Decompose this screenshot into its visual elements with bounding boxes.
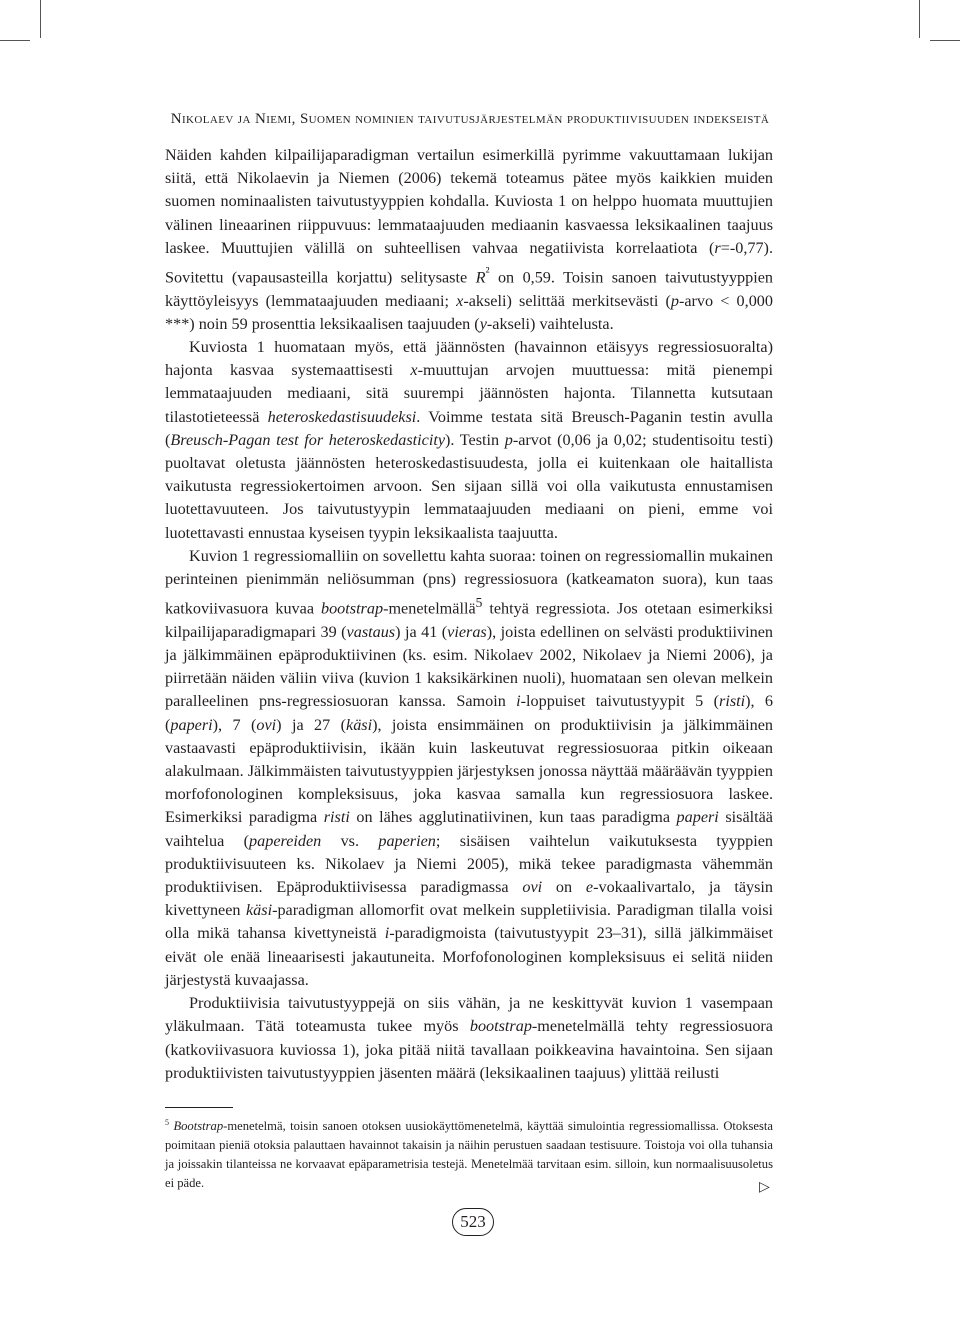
text-run: -paradigman allomorfit ovat melkein suppletiivisia. Paradigman tilalla voisi olla mikä tahansa kivettyneistä xyxy=(165,901,774,943)
text-run: ), 7 ( xyxy=(212,715,257,734)
paragraph xyxy=(165,545,773,992)
italic-text: bootstrap xyxy=(469,1017,532,1036)
italic-text: i xyxy=(384,924,390,943)
italic-text: e xyxy=(585,878,594,897)
text-run: ) ja 41 ( xyxy=(395,622,448,641)
triangle-right-icon: ▷ xyxy=(759,1180,770,1195)
text-run: ). Testin xyxy=(445,430,505,449)
text-run: ; sisäisen vaihtelun vaikutuksesta tyyppien produktiivisuuteen ks. Nikolaev ja Niemi 2005), mikä tekee paradigmasta vähemmän produktiivisen. Epäproduktiivisessa paradigmassa xyxy=(165,831,773,897)
italic-text: bootstrap xyxy=(320,599,384,618)
italic-text: p xyxy=(504,430,513,449)
text-run: Kuviosta 1 huomataan myös, että jäännösten (havainnon etäisyys regressiosuoralta) hajonta kasvaa systemaattisesti xyxy=(165,338,773,380)
italic-text: ovi xyxy=(522,878,543,897)
text-run: on lähes agglutinatiivinen, kun taas paradigma xyxy=(349,808,677,827)
crop-mark xyxy=(930,40,960,41)
text-run: ), joista edellinen on selvästi produktiivinen ja jälkimmäinen epäproduktiivinen (ks. esim. Nikolaev 2002, Nikolaev ja Niemi 2006), ja piirretään näiden väliin viiva (kuvion 1 kaksikärkinen nuoli), huomataan sen olevan melkein paralleelinen pns-regressiosuoran kanssa. Samoin xyxy=(165,622,773,711)
text-run: -muuttujan arvojen muuttuessa: mitä pienempi lemmataajuuden mediaani, sitä suurempi jäännösten hajonta. Tilannetta kutsutaan tilastotieteessä xyxy=(165,361,773,426)
text-run: ) ja 27 ( xyxy=(276,715,347,734)
crop-mark xyxy=(40,0,41,38)
text-run: -akseli) vaihtelusta. xyxy=(486,314,614,333)
crop-mark xyxy=(0,40,30,41)
text-run: ), 6 ( xyxy=(165,692,773,734)
text-run: tehtyä regressiota. Jos otetaan esimerkiksi kilpailijaparadigmapari 39 ( xyxy=(165,599,774,641)
text-run: -paradigmoista (taivutustyypit 23–31), sillä jälkimmäiset eivät ole enää lineaarisesti jakautuneita. Morfofonologinen kompleksisuus ei selitä niiden järjestystä kuvaajassa. xyxy=(165,924,773,989)
italic-text: r xyxy=(714,238,721,257)
footnote-rule xyxy=(165,1107,233,1108)
italic-text: risti xyxy=(719,692,746,711)
text-run: Produktiivisia taivutustyyppejä on siis vähän, ja ne keskittyvät kuvion 1 vasempaan yläkulmaan. Tätä toteamusta tukee myös xyxy=(165,994,773,1036)
crop-mark xyxy=(919,0,920,38)
text-run: ), joista ensimmäinen on produktiivisin ja jälkimmäinen vastaavasti epäproduktiivisin, ikään kuin laskeutuvat regressiosuoraa pitkin oikeaan alakulmaan. Jälkimmäisten taivutustyyppien järjestyksen jonossa näyttää määräävän tyyppien morfofonologinen kompleksisuus, joka kasvaa samalla kun regressiosuora laskee. Esimerkiksi paradigma xyxy=(165,715,774,827)
italic-text: paperi xyxy=(676,808,719,827)
italic-text: käsi xyxy=(246,901,273,920)
italic-text: x xyxy=(456,291,464,310)
page-number-badge xyxy=(452,1208,494,1236)
italic-text: paperi xyxy=(170,715,213,734)
paragraph xyxy=(165,336,773,545)
italic-text: Bootstrap xyxy=(173,1119,224,1134)
italic-text: Breusch-Pagan test for heteroskedasticity xyxy=(170,430,446,449)
italic-text: papereiden xyxy=(249,831,322,850)
page-number: 523 xyxy=(460,1212,486,1231)
italic-text: y xyxy=(479,314,487,333)
text-run: on 0,59. Toisin sanoen taivutustyyppien käyttöyleisyys (lemmataajuuden mediaani; xyxy=(165,268,773,310)
running-head: Nikolaev ja Niemi, Suomen nominien taivutusjärjestelmän produktiivisuuden indekseistä xyxy=(170,111,770,127)
text-run: -akseli) selittää merkitsevästi ( xyxy=(463,291,671,310)
paragraph xyxy=(165,144,773,336)
italic-text: risti xyxy=(323,808,350,827)
footnote xyxy=(165,1113,773,1193)
text-run: . Voimme testata sitä Breusch-Paganin testin avulla ( xyxy=(165,407,773,449)
text-run: -arvo < 0,000 ***) noin 59 prosenttia leksikaalisen taajuuden ( xyxy=(165,291,773,333)
text-run: -loppuiset taivutustyypit 5 ( xyxy=(520,692,720,711)
italic-text: x xyxy=(410,361,418,380)
text-run: -vokaalivartalo, ja täysin kivettyneen xyxy=(165,878,774,920)
italic-text: ovi xyxy=(256,715,277,734)
italic-text: vastaus xyxy=(346,622,396,641)
text-run: Kuvion 1 regressiomalliin on sovellettu kahta suoraa: toinen on regressiomallin mukainen perinteinen pienimmän neliösumman (pns) regressiosuora (katkeamaton suora), kun taas katkoviivasuora kuvaa xyxy=(165,546,773,618)
italic-text: i xyxy=(516,692,521,711)
italic-text: käsi xyxy=(346,715,373,734)
text-run: vs. xyxy=(321,831,379,850)
superscript: ² xyxy=(485,264,490,280)
superscript: 5 xyxy=(165,1118,169,1127)
text-run: -arvot (0,06 ja 0,02; studentisoitu testi) puoltavat oletusta jäännösten heteroskedastisuudesta, jolla ei kuitenkaan ole haitallista vaikutusta regressiokertoimen arvoon. Sen sijaan sillä voi olla vaikutusta ennustamisen luotettavuuteen. Jos taivutustyypin lemmataajuuden mediaani on pieni, emme voi luotettavasti ennustaa kyseisen tyypin leksikaalista taajuutta. xyxy=(165,430,773,542)
italic-text: R xyxy=(475,268,486,287)
italic-text: paperien xyxy=(378,831,436,850)
text-run: -menetelmä, toisin sanoen otoksen uusiokäyttömenetelmä, käyttää simulointia regressiomallissa. Otoksesta poimitaan pieniä otoksia palauttaen havainnot takaisin ja näihin perustuen saadaan testisuure. Toistoja voi olla tuhansia ja joissakin tilanteissa ne korvaavat epäparametrisia testejä. Menetelmää tarvitaan esim. silloin, kun normaalisuusoletus ei päde. xyxy=(165,1119,773,1191)
italic-text: p xyxy=(670,291,679,310)
italic-text: heteroskedastisuudeksi xyxy=(267,407,417,426)
text-run: =-0,77). Sovitettu (vapausasteilla korjattu) selitysaste xyxy=(165,238,773,287)
text-run: on xyxy=(542,878,586,897)
text-run: -menetelmällä xyxy=(383,599,476,618)
body-text xyxy=(165,144,773,1085)
text-run: sisältää vaihtelua ( xyxy=(165,808,773,850)
paragraph xyxy=(165,992,773,1085)
text-run: Näiden kahden kilpailijaparadigman vertailun esimerkillä pyrimme vakuuttamaan lukijan siitä, että Nikolaevin ja Niemen (2006) tekemä toteamus pätee myös kaikkien muiden suomen nominaalisten taivutustyyppien kohdalla. Kuviosta 1 on helppo huomata muuttujien välinen lineaarinen riippuvuus: lemmataajuuden mediaanin kasvaessa leksikaalinen taajuus laskee. Muuttujien välillä on suhteellisen vahvaa negatiivista korrelaatiota ( xyxy=(165,146,773,257)
italic-text: vieras xyxy=(447,622,487,641)
text-run: -menetelmällä tehty regressiosuora (katkoviivasuora kuviossa 1), joka pitää niitä tavallaan poikkeavina havaintoina. Sen sijaan produktiivisten taivutustyyppien jäsenten määrä (leksikaalinen taajuus) ylittää reilusti xyxy=(165,1017,773,1082)
superscript: 5 xyxy=(475,595,483,611)
